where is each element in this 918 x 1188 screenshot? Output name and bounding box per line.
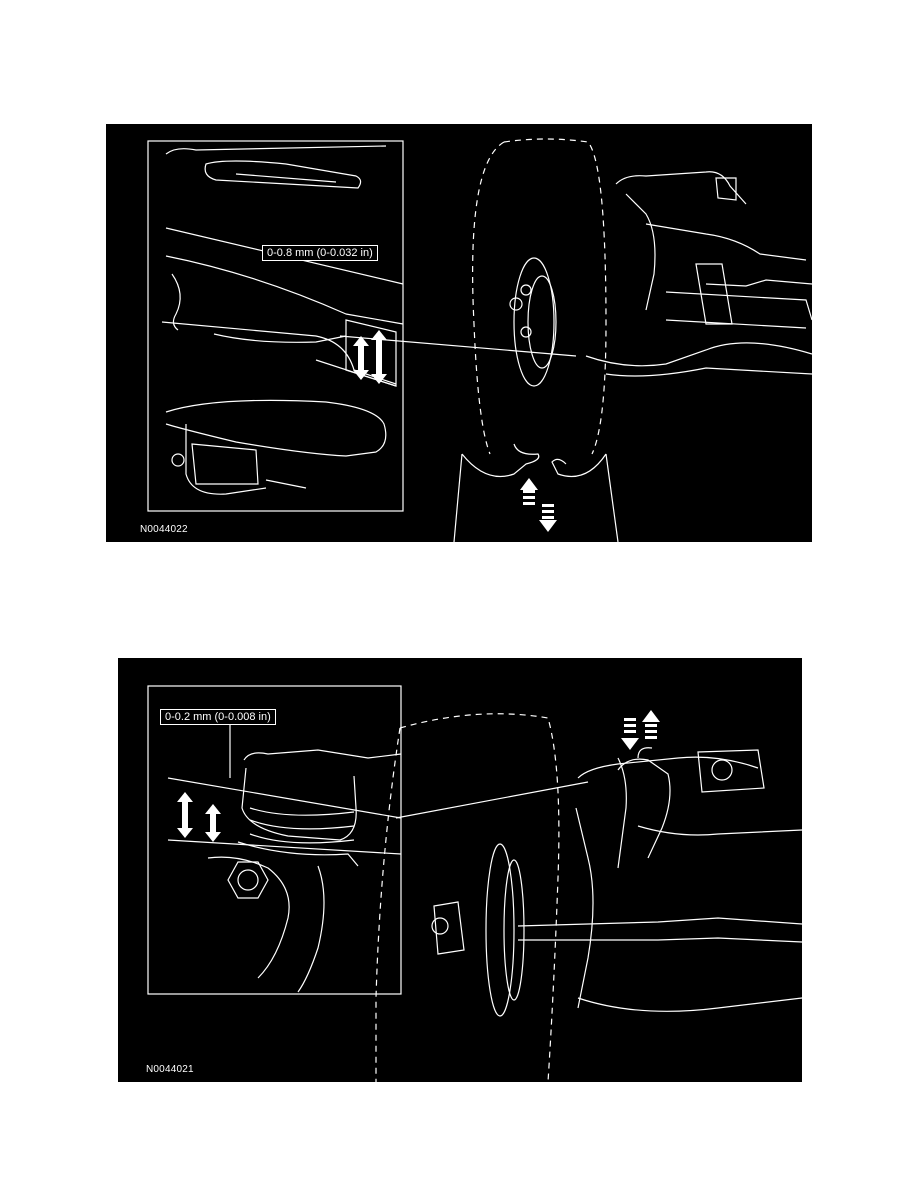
figure-id-label: N0044021 (146, 1064, 194, 1075)
suspension-line-art (106, 124, 812, 542)
up-down-arrows (621, 710, 660, 750)
figure-id-label: N0044022 (140, 524, 188, 535)
illustration-upper-ball-joint (118, 658, 802, 1082)
up-down-arrows (520, 478, 557, 532)
gap-arrows-inset (177, 792, 221, 842)
illustration-lower-ball-joint (106, 124, 812, 542)
clearance-callout: 0-0.2 mm (0-0.008 in) (160, 709, 276, 725)
clearance-callout: 0-0.8 mm (0-0.032 in) (262, 245, 378, 261)
